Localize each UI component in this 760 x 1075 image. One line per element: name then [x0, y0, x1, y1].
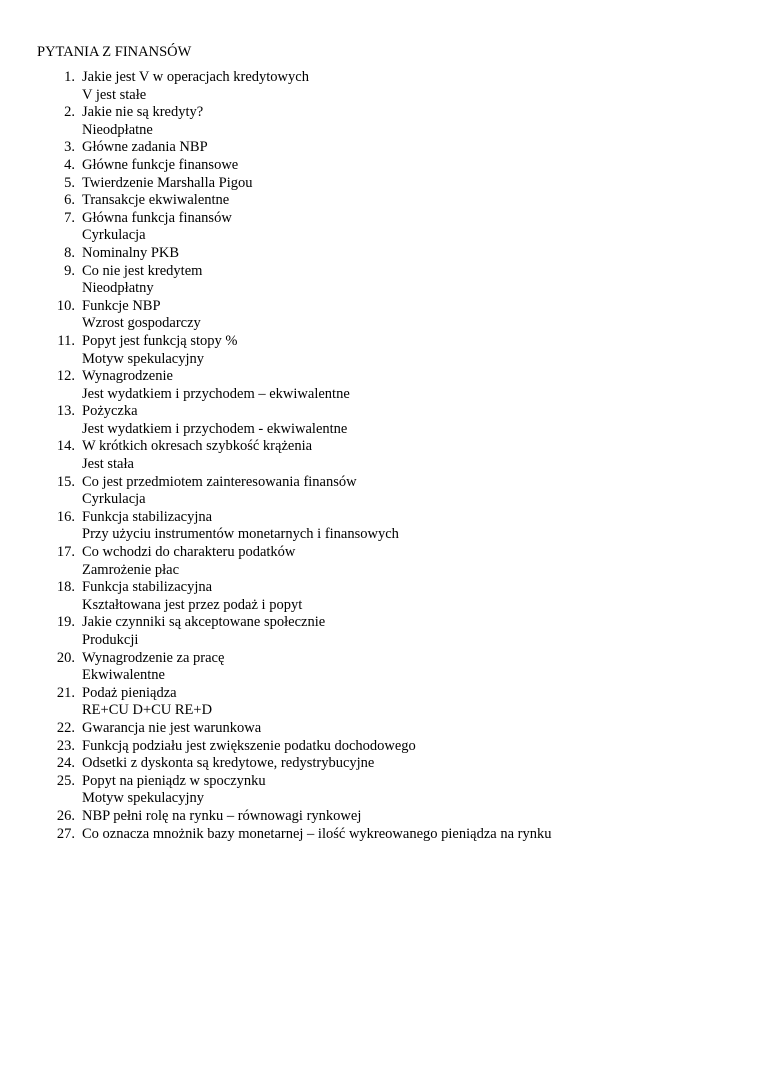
- question-number: 19.: [56, 614, 75, 631]
- answer-line: [0, 122, 760, 140]
- question-text: Funkcja stabilizacyjna: [82, 579, 213, 596]
- answer-text: Cyrkulacja: [82, 491, 146, 508]
- question-line: [0, 509, 760, 527]
- question-number: 26.: [56, 807, 75, 824]
- question-number: 11.: [57, 332, 75, 349]
- question-text: W krótkich okresach szybkość krążenia: [82, 438, 313, 455]
- answer-line: [0, 526, 760, 544]
- question-number: 27.: [56, 825, 75, 842]
- answer-line: [0, 351, 760, 369]
- question-number: 25.: [56, 772, 75, 789]
- question-number: 6.: [64, 192, 75, 209]
- answer-text: Motyw spekulacyjny: [82, 350, 205, 367]
- question-text: Główne funkcje finansowe: [82, 156, 239, 173]
- question-text: Co wchodzi do charakteru podatków: [82, 544, 296, 561]
- question-text: Główna funkcja finansów: [82, 209, 232, 226]
- question-item: [0, 438, 760, 473]
- question-item: [0, 245, 760, 263]
- question-line: [0, 755, 760, 773]
- answer-text: Jest stała: [82, 456, 134, 473]
- question-number: 4.: [64, 156, 75, 173]
- question-line: [0, 139, 760, 157]
- answer-line: [0, 280, 760, 298]
- answer-line: [0, 790, 760, 808]
- question-line: [0, 808, 760, 826]
- question-line: [0, 368, 760, 386]
- answer-line: [0, 632, 760, 650]
- question-item: [0, 69, 760, 104]
- question-item: [0, 403, 760, 438]
- question-number: 1.: [64, 69, 75, 85]
- question-item: [0, 298, 760, 333]
- question-number: 3.: [64, 139, 75, 156]
- question-number: 20.: [56, 649, 75, 666]
- question-line: [0, 720, 760, 738]
- question-line: [0, 773, 760, 791]
- question-text: Co jest przedmiotem zainteresowania finansów: [82, 473, 357, 490]
- question-number: 12.: [56, 368, 75, 385]
- question-number: 18.: [56, 579, 75, 596]
- answer-text: Produkcji: [82, 632, 139, 648]
- question-number: 15.: [56, 473, 75, 490]
- question-number: 7.: [64, 209, 75, 226]
- question-text: Funkcją podziału jest zwiększenie podatku dochodowego: [82, 737, 416, 754]
- question-item: [0, 685, 760, 720]
- question-line: [0, 192, 760, 210]
- question-line: [0, 474, 760, 492]
- question-line: [0, 650, 760, 668]
- question-line: [0, 826, 760, 844]
- answer-line: [0, 456, 760, 474]
- question-text: Transakcje ekwiwalentne: [82, 192, 230, 209]
- question-text: Popyt jest funkcją stopy %: [82, 332, 238, 349]
- question-text: Co oznacza mnożnik bazy monetarnej – ilość wykreowanego pieniądza na rynku: [82, 825, 552, 842]
- question-number: 9.: [64, 262, 75, 279]
- question-text: Pożyczka: [82, 403, 138, 420]
- question-item: [0, 139, 760, 157]
- question-number: 5.: [64, 174, 75, 191]
- question-number: 23.: [56, 737, 75, 754]
- answer-line: [0, 667, 760, 685]
- question-text: Jakie nie są kredyty?: [82, 104, 204, 121]
- question-number: 13.: [56, 403, 75, 420]
- question-text: Odsetki z dyskonta są kredytowe, redystrybucyjne: [82, 755, 375, 772]
- question-number: 17.: [56, 544, 75, 561]
- answer-text: Przy użyciu instrumentów monetarnych i finansowych: [82, 526, 399, 543]
- question-item: [0, 738, 760, 756]
- question-line: [0, 614, 760, 632]
- question-list: [0, 69, 760, 843]
- question-item: [0, 474, 760, 509]
- question-line: [0, 69, 760, 87]
- question-item: [0, 755, 760, 773]
- question-item: [0, 157, 760, 175]
- question-item: [0, 544, 760, 579]
- question-text: Funkcja stabilizacyjna: [82, 508, 213, 525]
- question-item: [0, 614, 760, 649]
- question-text: Twierdzenie Marshalla Pigou: [82, 174, 253, 191]
- question-item: [0, 650, 760, 685]
- question-text: NBP pełni rolę na rynku – równowagi rynkowej: [82, 807, 362, 824]
- question-text: Podaż pieniądza: [82, 684, 177, 701]
- answer-text: Cyrkulacja: [82, 227, 146, 244]
- answer-text: Kształtowana jest przez podaż i popyt: [82, 596, 303, 613]
- question-line: [0, 403, 760, 421]
- question-item: [0, 579, 760, 614]
- question-text: Jakie jest V w operacjach kredytowych: [82, 69, 309, 85]
- question-line: [0, 738, 760, 756]
- question-line: [0, 544, 760, 562]
- question-item: [0, 368, 760, 403]
- question-number: 24.: [56, 755, 75, 772]
- question-item: [0, 720, 760, 738]
- question-text: Popyt na pieniądz w spoczynku: [82, 772, 266, 789]
- answer-text: Zamrożenie płac: [82, 561, 180, 578]
- question-text: Jakie czynniki są akceptowane społecznie: [82, 614, 326, 631]
- answer-text: Jest wydatkiem i przychodem – ekwiwalentne: [82, 385, 350, 402]
- question-line: [0, 685, 760, 703]
- answer-text: Jest wydatkiem i przychodem - ekwiwalentne: [82, 420, 348, 437]
- answer-line: [0, 421, 760, 439]
- question-line: [0, 438, 760, 456]
- answer-line: [0, 87, 760, 105]
- question-line: [0, 210, 760, 228]
- answer-line: [0, 227, 760, 245]
- answer-line: [0, 702, 760, 720]
- question-line: [0, 175, 760, 193]
- question-item: [0, 808, 760, 826]
- question-line: [0, 298, 760, 316]
- question-text: Nominalny PKB: [82, 244, 180, 261]
- question-item: [0, 263, 760, 298]
- answer-text: Nieodpłatne: [82, 121, 153, 138]
- question-number: 21.: [56, 684, 75, 701]
- question-text: Gwarancja nie jest warunkowa: [82, 719, 262, 736]
- answer-text: Motyw spekulacyjny: [82, 790, 205, 807]
- question-number: 8.: [64, 244, 75, 261]
- question-item: [0, 826, 760, 844]
- question-number: 22.: [56, 719, 75, 736]
- question-number: 16.: [56, 508, 75, 525]
- question-item: [0, 192, 760, 210]
- question-number: 10.: [56, 297, 75, 314]
- answer-text: Nieodpłatny: [82, 280, 154, 297]
- question-text: Wynagrodzenie za pracę: [82, 649, 225, 666]
- question-line: [0, 579, 760, 597]
- question-text: Główne zadania NBP: [82, 139, 208, 156]
- answer-line: [0, 315, 760, 333]
- answer-text: V jest stałe: [82, 86, 147, 103]
- question-item: [0, 773, 760, 808]
- document-title: PYTANIA Z FINANSÓW: [37, 44, 192, 60]
- question-number: 14.: [56, 438, 75, 455]
- question-line: [0, 245, 760, 263]
- question-line: [0, 333, 760, 351]
- question-number: 2.: [64, 104, 75, 121]
- answer-line: [0, 562, 760, 580]
- question-line: [0, 263, 760, 281]
- answer-text: Wzrost gospodarczy: [82, 315, 201, 332]
- answer-line: [0, 597, 760, 615]
- question-line: [0, 104, 760, 122]
- question-text: Funkcje NBP: [82, 297, 161, 314]
- question-text: Wynagrodzenie: [82, 368, 173, 385]
- question-item: [0, 210, 760, 245]
- question-item: [0, 104, 760, 139]
- question-item: [0, 333, 760, 368]
- answer-text: Ekwiwalentne: [82, 667, 165, 684]
- question-line: [0, 157, 760, 175]
- question-item: [0, 175, 760, 193]
- answer-line: [0, 491, 760, 509]
- question-text: Co nie jest kredytem: [82, 262, 203, 279]
- question-item: [0, 509, 760, 544]
- answer-line: [0, 386, 760, 404]
- answer-text: RE+CU D+CU RE+D: [82, 702, 213, 719]
